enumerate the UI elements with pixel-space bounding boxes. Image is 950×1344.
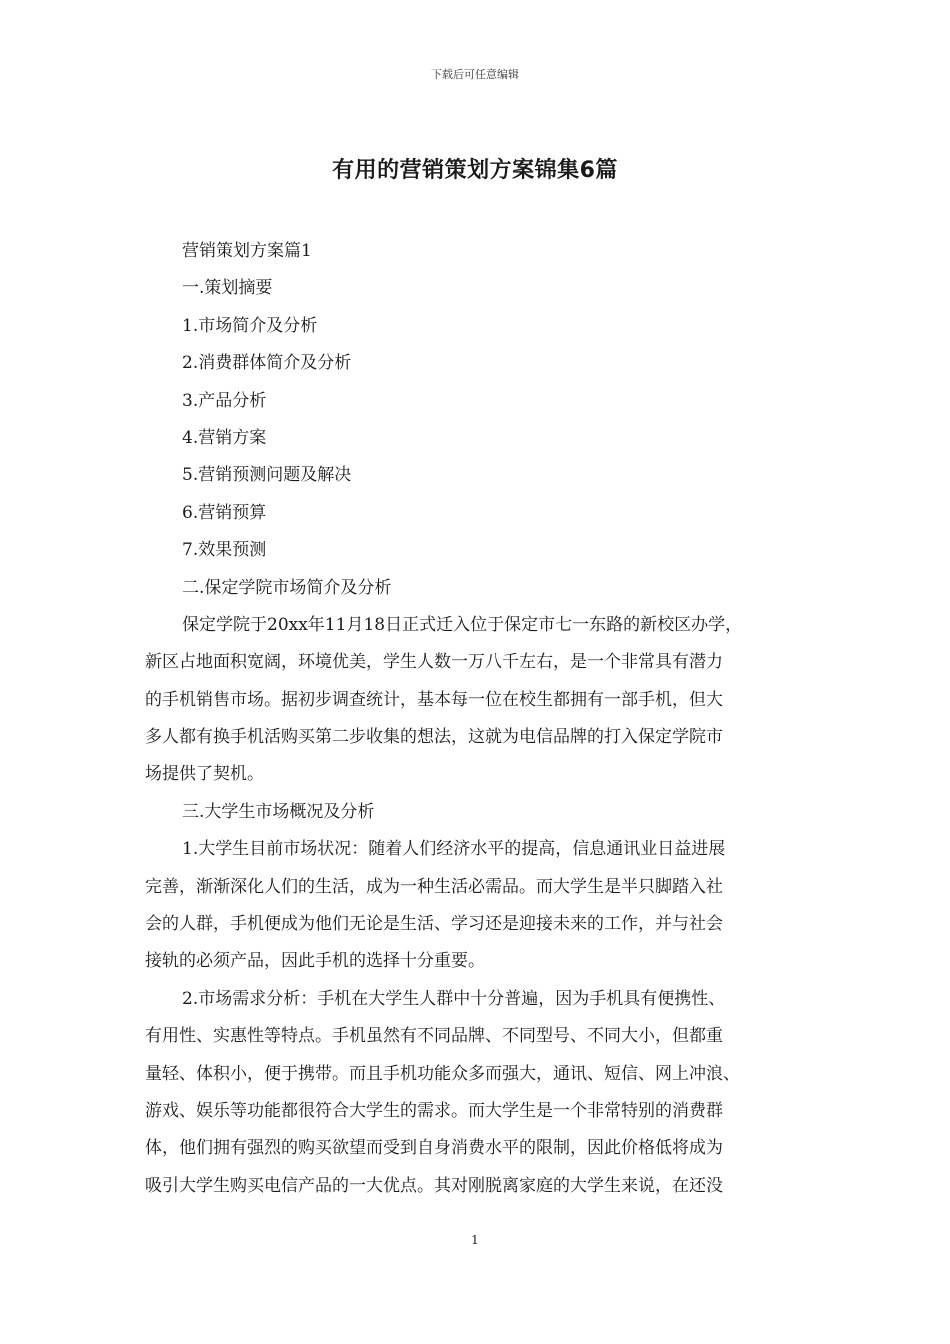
paragraph (145, 981, 825, 1205)
list-item: 2.消费群体简介及分析 (182, 353, 352, 374)
page-header: 下载后可任意编辑 (431, 68, 519, 81)
paragraph-line: 场提供了契机。 (145, 764, 264, 785)
section-title: 营销策划方案篇1 (182, 241, 312, 261)
paragraph-line: 有用性、实惠性等特点。手机虽然有不同品牌、不同型号、不同大小，但都重 (145, 1026, 723, 1047)
paragraph-line: 的手机销售市场。据初步调查统计，基本每一位在校生都拥有一部手机，但大 (145, 689, 723, 710)
section-heading: 三.大学生市场概况及分析 (182, 801, 375, 822)
paragraph-line: 量轻、体积小，便于携带。而且手机功能众多而强大，通讯、短信、网上冲浪、 (145, 1063, 740, 1084)
section-heading: 二.保定学院市场简介及分析 (182, 577, 392, 598)
paragraph-line: 游戏、娱乐等功能都很符合大学生的需求。而大学生是一个非常特别的消费群 (145, 1100, 723, 1121)
paragraph-line: 完善，渐渐深化人们的生活，成为一种生活必需品。而大学生是半只脚踏入社 (145, 876, 723, 897)
list-item: 1.市场简介及分析 (182, 315, 318, 336)
document-title: 有用的营销策划方案锦集6篇 (332, 158, 618, 183)
paragraph-line: 吸引大学生购买电信产品的一大优点。其对刚脱离家庭的大学生来说，在还没 (145, 1175, 723, 1196)
summary-heading: 一.策划摘要 (182, 278, 273, 299)
page-number: 1 (471, 1233, 479, 1247)
paragraph-line: 接轨的必须产品，因此手机的选择十分重要。 (145, 951, 485, 972)
paragraph-line: 1.大学生目前市场状况：随着人们经济水平的提高，信息通讯业日益进展 (182, 839, 726, 860)
paragraph-line: 2.市场需求分析：手机在大学生人群中十分普遍，因为手机具有便携性、 (182, 988, 726, 1009)
list-item: 6.营销预算 (182, 502, 267, 523)
paragraph-line: 体，他们拥有强烈的购买欲望而受到自身消费水平的限制，因此价格低将成为 (145, 1138, 723, 1159)
paragraph (145, 607, 825, 794)
paragraph-line: 多人都有换手机活购买第二步收集的想法，这就为电信品牌的打入保定学院市 (145, 727, 723, 748)
paragraph-line: 会的人群，手机便成为他们无论是生活、学习还是迎接未来的工作，并与社会 (145, 914, 723, 935)
list-item: 7.效果预测 (182, 540, 267, 561)
document-body (145, 233, 825, 1205)
paragraph (145, 831, 825, 981)
list-item: 3.产品分析 (182, 390, 267, 411)
paragraph-line: 保定学院于20xx年11月18日正式迁入位于保定市七一东路的新校区办学， (182, 614, 743, 635)
list-item: 5.营销预测问题及解决 (182, 465, 352, 486)
paragraph-line: 新区占地面积宽阔，环境优美，学生人数一万八千左右，是一个非常具有潜力 (145, 652, 723, 673)
list-item: 4.营销方案 (182, 427, 267, 448)
